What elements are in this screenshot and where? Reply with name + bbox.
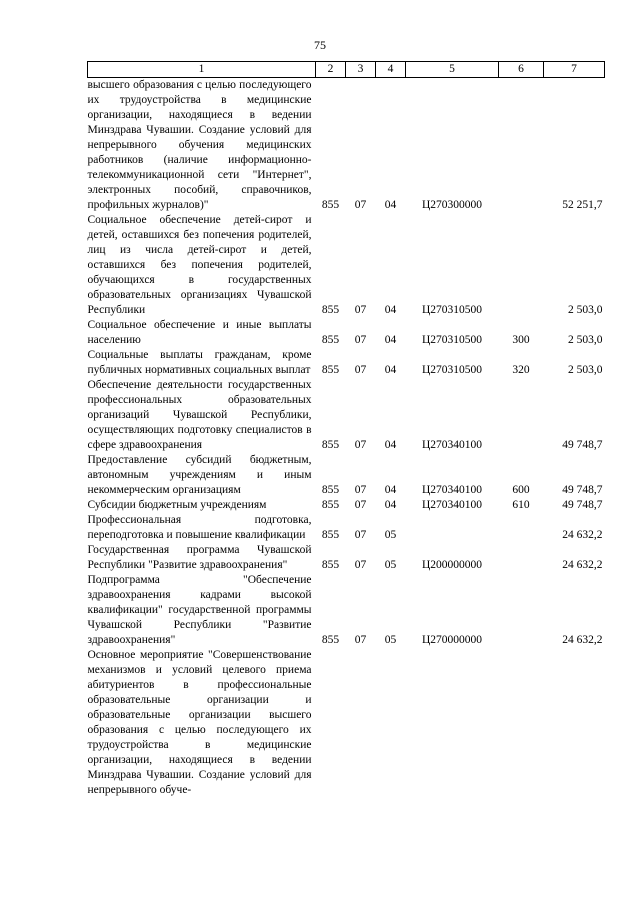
row-expense-type	[499, 543, 544, 573]
col-header-3: 3	[346, 62, 376, 78]
budget-table	[87, 61, 605, 798]
page-number: 75	[314, 38, 326, 52]
row-target-code: Ц270310500	[421, 364, 483, 376]
row-subsection-code: 04	[384, 199, 397, 211]
row-amount: 24 632,2	[562, 634, 603, 646]
row-description: Государственная программа Чувашской Республики "Развитие здравоохранения"	[87, 544, 312, 571]
row-ministry-code: 855	[321, 499, 340, 511]
row-ministry-code: 855	[321, 559, 340, 571]
row-subsection-code: 04	[384, 304, 397, 316]
row-ministry-code: 855	[321, 364, 340, 376]
row-subsection-code: 05	[384, 529, 397, 541]
row-expense-type	[499, 78, 544, 214]
table-row	[88, 78, 605, 214]
row-subsection-code: 04	[384, 439, 397, 451]
col-header-1: 1	[88, 62, 316, 78]
row-description: Предоставление субсидий бюджетным, автономным учреждениям и иным некоммерческим организациям	[87, 454, 312, 496]
row-amount: 2 503,0	[568, 304, 603, 316]
row-subsection-code: 05	[384, 634, 397, 646]
row-ministry-code: 855	[321, 529, 340, 541]
row-expense-type	[499, 648, 544, 798]
row-amount: 49 748,7	[562, 484, 603, 496]
row-ministry-code: 855	[321, 439, 340, 451]
row-section-code: 07	[354, 199, 367, 211]
row-description: Профессиональная подготовка, переподготовка и повышение квалификации	[87, 514, 312, 541]
table-row	[88, 318, 605, 348]
row-target-code: Ц270340100	[421, 439, 483, 451]
table-row	[88, 378, 605, 453]
row-target-code: Ц270300000	[421, 199, 483, 211]
row-target-code: Ц270340100	[421, 499, 483, 511]
row-amount: 52 251,7	[562, 199, 603, 211]
row-subsection-code: 04	[384, 334, 397, 346]
row-section-code: 07	[354, 499, 367, 511]
col-header-6: 6	[499, 62, 544, 78]
row-section-code: 07	[354, 484, 367, 496]
row-section-code: 07	[354, 334, 367, 346]
row-amount: 24 632,2	[562, 559, 603, 571]
table-row	[88, 348, 605, 378]
row-amount: 2 503,0	[568, 364, 603, 376]
row-section-code: 07	[354, 559, 367, 571]
row-ministry-code	[316, 648, 346, 798]
row-expense-type	[499, 213, 544, 318]
row-ministry-code: 855	[321, 334, 340, 346]
row-section-code: 07	[354, 439, 367, 451]
row-target-code	[406, 513, 499, 543]
row-subsection-code: 05	[384, 559, 397, 571]
row-section-code	[346, 648, 376, 798]
row-expense-type	[499, 378, 544, 453]
row-description: Обеспечение деятельности государственных профессиональных образовательных организаций Чувашской Республики, осуществляющих подготовку специалистов в сфере здравоохранения	[87, 379, 312, 451]
row-amount: 24 632,2	[562, 529, 603, 541]
row-ministry-code: 855	[321, 199, 340, 211]
row-target-code: Ц270310500	[421, 304, 483, 316]
row-expense-type	[499, 573, 544, 648]
row-section-code: 07	[354, 364, 367, 376]
row-amount: 49 748,7	[562, 499, 603, 511]
table-row	[88, 213, 605, 318]
row-amount: 49 748,7	[562, 439, 603, 451]
row-subsection-code: 04	[384, 484, 397, 496]
row-section-code: 07	[354, 304, 367, 316]
table-row	[88, 573, 605, 648]
row-expense-type: 320	[512, 364, 530, 376]
row-expense-type	[499, 513, 544, 543]
row-section-code: 07	[354, 634, 367, 646]
row-subsection-code: 04	[384, 364, 397, 376]
table-row	[88, 543, 605, 573]
row-target-code: Ц200000000	[421, 559, 483, 571]
row-subsection-code	[376, 648, 406, 798]
row-target-code	[406, 648, 499, 798]
row-subsection-code: 04	[384, 499, 397, 511]
row-target-code: Ц270000000	[421, 634, 483, 646]
table-row	[88, 498, 605, 513]
row-expense-type: 600	[512, 484, 530, 496]
table-header	[88, 62, 605, 78]
row-ministry-code: 855	[321, 304, 340, 316]
table-row	[88, 648, 605, 798]
row-amount: 2 503,0	[568, 334, 603, 346]
row-target-code: Ц270340100	[421, 484, 483, 496]
row-ministry-code: 855	[321, 484, 340, 496]
row-section-code: 07	[354, 529, 367, 541]
col-header-4: 4	[376, 62, 406, 78]
table-row	[88, 453, 605, 498]
row-expense-type: 300	[512, 334, 530, 346]
row-description: Социальное обеспечение детей-сирот и детей, оставшихся без попечения родителей, лиц из числа детей-сирот и детей, оставшихся без попечения родителей, обучающихся в государственных образовательных организациях Чувашской Республики	[87, 214, 312, 316]
row-description: Субсидии бюджетным учреждениям	[87, 499, 267, 511]
row-expense-type: 610	[512, 499, 530, 511]
col-header-5: 5	[406, 62, 499, 78]
col-header-2: 2	[316, 62, 346, 78]
row-description: Основное мероприятие "Совершенствование механизмов и условий целевого приема абитуриентов в профессиональные образовательные организации и образовательные организации высшего образования с целью последующего их трудоустройства в медицинские организации, находящиеся в ведении Минздрава Чувашии. Создание условий для непрерывного обуче-	[87, 649, 312, 796]
row-description: Социальное обеспечение и иные выплаты населению	[87, 319, 312, 346]
table-row	[88, 513, 605, 543]
row-amount	[544, 648, 605, 798]
row-description: высшего образования с целью последующего их трудоустройства в медицинские организации, находящиеся в ведении Минздрава Чувашии. Создание условий для непрерывного обучения медицинских работников (наличие информационно-телекоммуникационной сети "Интернет", электронных пособий, справочников, профильных журналов)"	[87, 79, 312, 211]
row-description: Подпрограмма "Обеспечение здравоохранения кадрами высокой квалификации" государственной программы Чувашской Республики "Развитие здравоохранения"	[87, 574, 312, 646]
row-ministry-code: 855	[321, 634, 340, 646]
col-header-7: 7	[544, 62, 605, 78]
row-target-code: Ц270310500	[421, 334, 483, 346]
row-description: Социальные выплаты гражданам, кроме публичных нормативных социальных выплат	[87, 349, 312, 376]
